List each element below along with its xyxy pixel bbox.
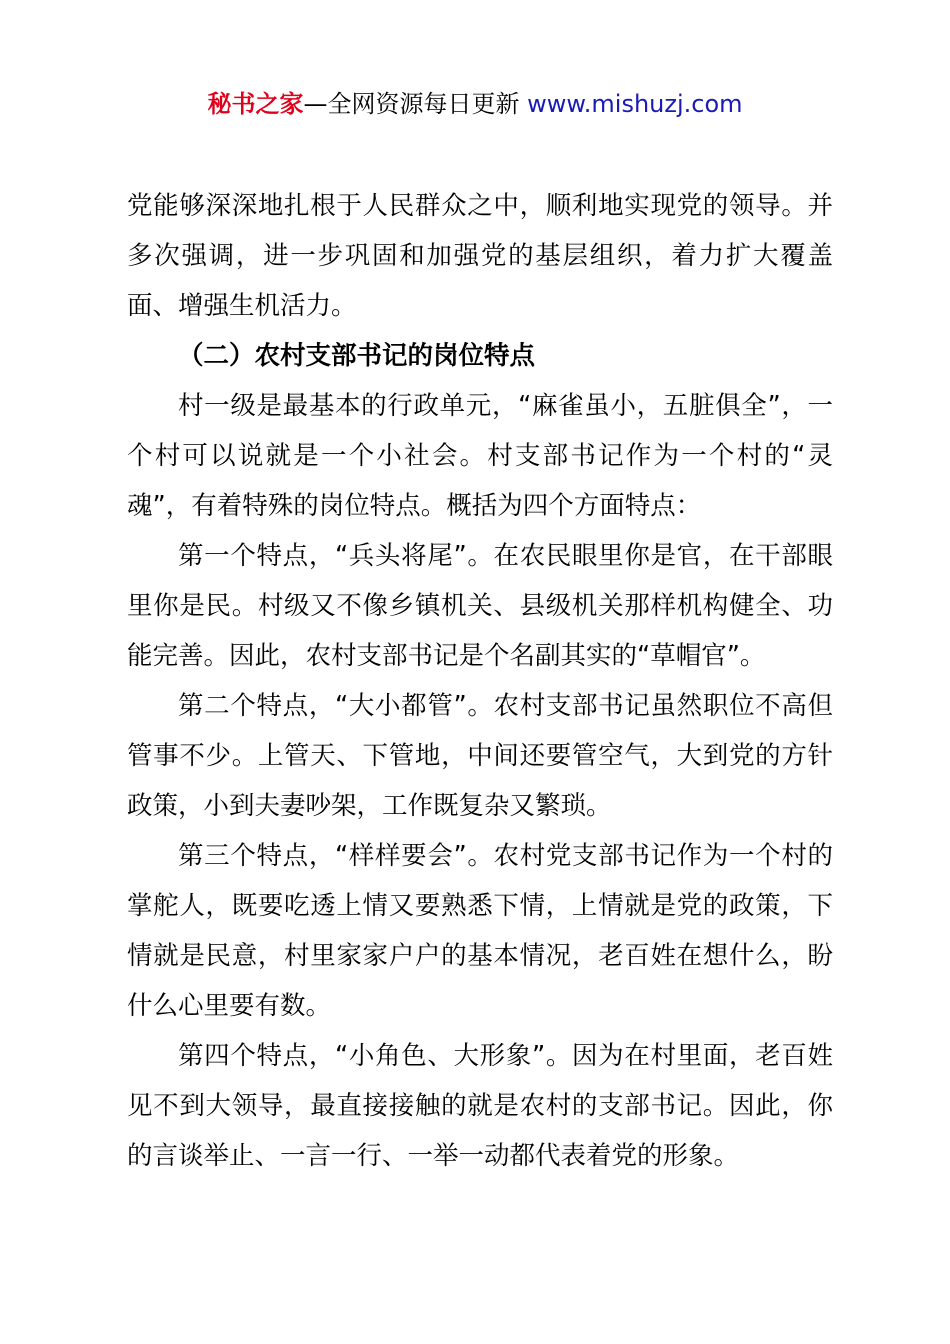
paragraph-intro: 村一级是最基本的行政单元，“麻雀虽小，五脏俱全”，一个村可以说就是一个小社会。村支部书记作为一个村的“灵魂”，有着特殊的岗位特点。概括为四个方面特点： [127, 391, 833, 521]
paragraph-feature-2: 第二个特点，“大小都管”。农村支部书记虽然职位不高但管事不少。上管天、下管地，中间还要管空气，大到党的方针政策，小到夫妻吵架，工作既复杂又繁琐。 [127, 691, 833, 821]
paragraph-feature-4: 第四个特点，“小角色、大形象”。因为在村里面，老百姓见不到大领导，最直接接触的就是农村的支部书记。因此，你的言谈举止、一言一行、一举一动都代表着党的形象。 [127, 1041, 833, 1171]
paragraph-feature-1: 第一个特点，“兵头将尾”。在农民眼里你是官，在干部眼里你是民。村级又不像乡镇机关、县级机关那样机构健全、功能完善。因此，农村支部书记是个名副其实的“草帽官”。 [127, 541, 833, 671]
site-url-link[interactable]: www.mishuzj.com [527, 90, 743, 118]
paragraph-feature-3: 第三个特点，“样样要会”。农村党支部书记作为一个村的掌舵人，既要吃透上情又要熟悉下情，上情就是党的政策，下情就是民意，村里家家户户的基本情况，老百姓在想什么，盼什么心里要有数。 [127, 841, 833, 1021]
paragraph-continued: 党能够深深地扎根于人民群众之中，顺利地实现党的领导。并多次强调，进一步巩固和加强党的基层组织，着力扩大覆盖面、增强生机活力。 [127, 191, 833, 321]
section-heading: （二）农村支部书记的岗位特点 [178, 341, 536, 371]
header-tagline: —全网资源每日更新 [303, 90, 528, 118]
brand-name: 秘书之家 [207, 90, 304, 118]
document-body [127, 181, 833, 1181]
page-header [0, 86, 950, 122]
